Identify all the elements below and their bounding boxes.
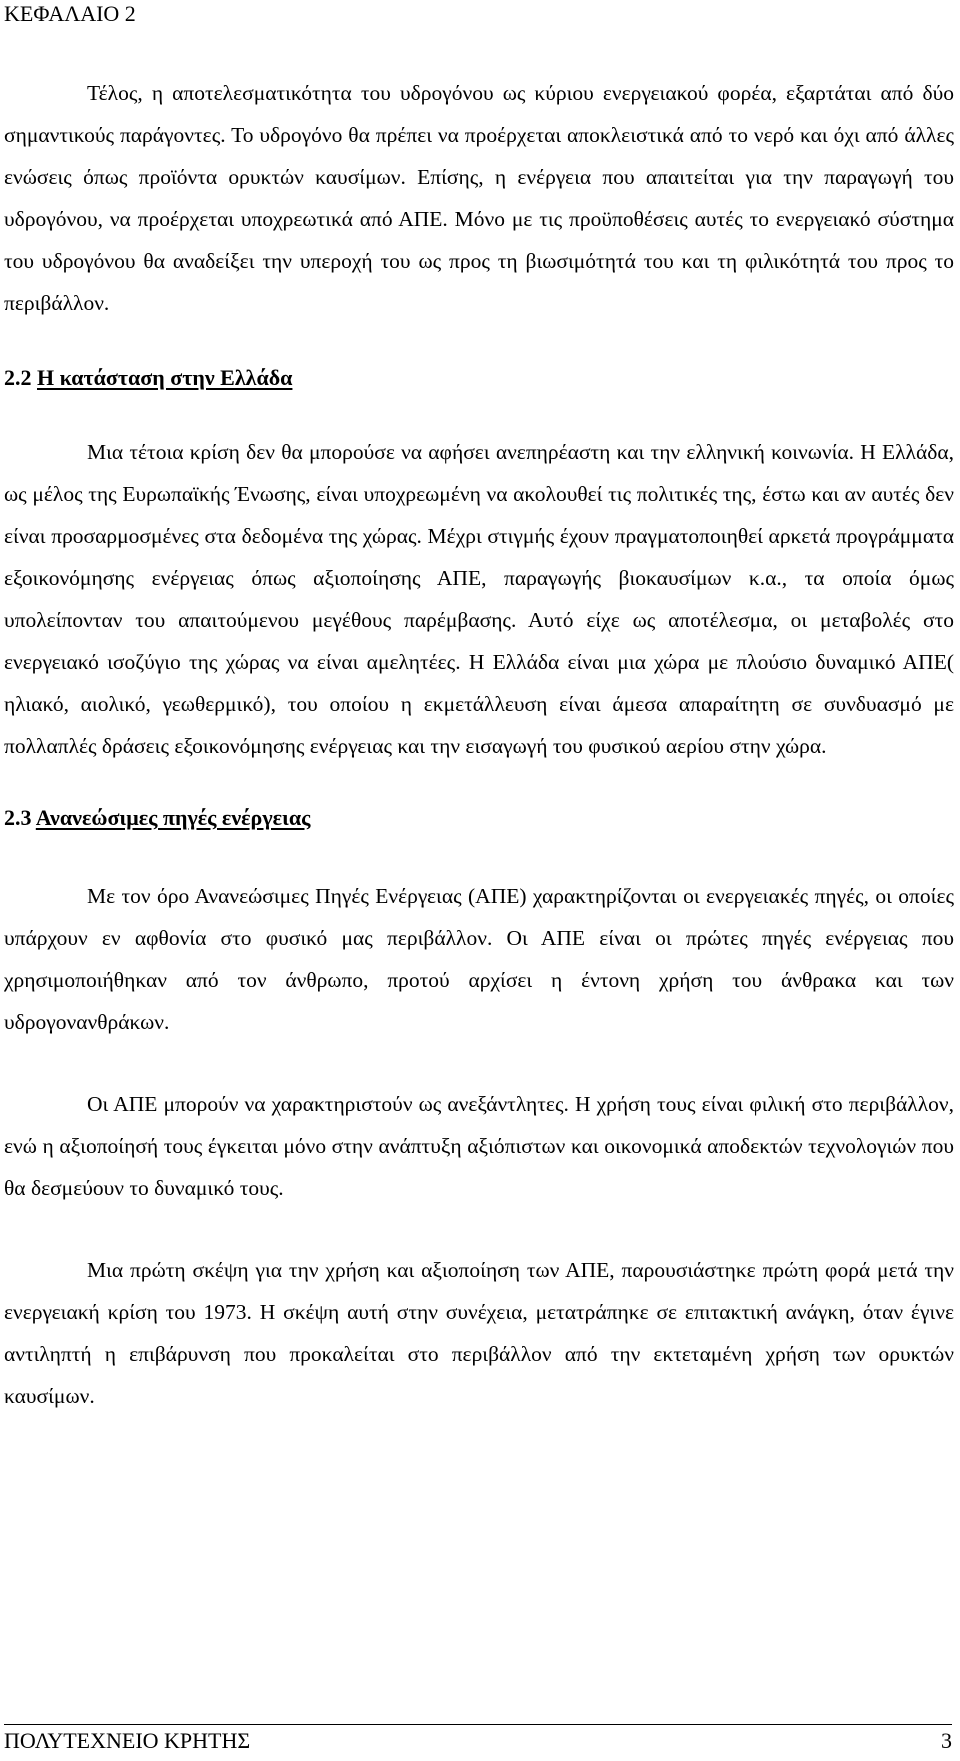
section-number: 2.3 [4,805,32,830]
paragraph-res-definition: Με τον όρο Ανανεώσιμες Πηγές Ενέργειας (ΑΠΕ) χαρακτηρίζονται οι ενεργειακές πηγές, οι οποίες υπάρχουν εν αφθονία στο φυσικό μας περιβάλλον. Οι ΑΠΕ είναι οι πρώτες πηγές ενέργειας που χρησιμοποιήθηκαν από τον άνθρωπο, προτού αρχίσει η έντονη χρήση του άνθρακα και των υδρογονανθράκων. [4,884,954,1034]
section-heading-2-2 [4,357,954,399]
spacer [4,839,954,875]
footer-rule [4,1724,952,1725]
spacer [4,324,954,357]
paragraph-res-inexhaustible: Οι ΑΠΕ μπορούν να χαρακτηριστούν ως ανεξάντλητες. Η χρήση τους είναι φιλική στο περιβάλλον, ενώ η αξιοποίησή τους έγκειται μόνο στην ανάπτυξη αξιόπιστων και οικονομικά αποδεκτών τεχνολογιών που θα δεσμεύουν το δυναμικό τους. [4,1092,954,1200]
spacer [4,399,954,431]
spacer [4,1209,954,1249]
footer-institution: ΠΟΛΥΤΕΧΝΕΙΟ ΚΡΗΤΗΣ [4,1728,251,1753]
spacer [4,767,954,797]
paragraph-greece-situation: Μια τέτοια κρίση δεν θα μπορούσε να αφήσει ανεπηρέαστη και την ελληνική κοινωνία. Η Ελλάδα, ως μέλος της Ευρωπαϊκής Ένωσης, είναι υποχρεωμένη να ακολουθεί τις πολιτικές της, έστω και αν αυτές δεν είναι προσαρμοσμένες στα δεδομένα της χώρας. Μέχρι στιγμής έχουν πραγματοποιηθεί αρκετά προγράμματα εξοικονόμησης ενέργειας όπως αξιοποίησης ΑΠΕ, παραγωγής βιοκαυσίμων κ.α., τα οποία όμως υπολείπονταν του απαιτούμενου μεγέθους παρέμβασης. Αυτό είχε ως αποτέλεσμα, οι μεταβολές στο ενεργειακό ισοζύγιο της χώρας να είναι αμελητέες. Η Ελλάδα είναι μια χώρα με πλούσιο δυναμικό ΑΠΕ( ηλιακό, αιολικό, γεωθερμικό), του οποίου η εκμετάλλευση είναι άμεσα απαραίτητη σε συνδυασμό με πολλαπλές δράσεις εξοικονόμησης ενέργειας και την εισαγωγή του φυσικού αερίου στην χώρα. [4,440,954,758]
document-body [4,72,954,1417]
section-title: Ανανεώσιμες πηγές ενέργειας [35,805,311,830]
spacer [4,1043,954,1083]
chapter-header: ΚΕΦΑΛΑΙΟ 2 [4,1,136,26]
section-heading-2-3 [4,797,954,839]
section-title: Η κατάσταση στην Ελλάδα [37,365,293,390]
section-number: 2.2 [4,365,32,390]
paragraph-res-history: Μια πρώτη σκέψη για την χρήση και αξιοποίηση των ΑΠΕ, παρουσιάστηκε πρώτη φορά μετά την ενεργειακή κρίση του 1973. Η σκέψη αυτή στην συνέχεια, μετατράπηκε σε επιτακτική ανάγκη, όταν έγινε αντιληπτή η επιβάρυνση που προκαλείται στο περιβάλλον από την εκτεταμένη χρήση των ορυκτών καυσίμων. [4,1258,954,1408]
paragraph-hydrogen-effectiveness: Τέλος, η αποτελεσματικότητα του υδρογόνου ως κύριου ενεργειακού φορέα, εξαρτάται από δύο σημαντικούς παράγοντες. Το υδρογόνο θα πρέπει να προέρχεται αποκλειστικά από το νερό και όχι από άλλες ενώσεις όπως προϊόντα ορυκτών καυσίμων. Επίσης, η ενέργεια που απαιτείται για την παραγωγή του υδρογόνου, να προέρχεται υποχρεωτικά από ΑΠΕ. Μόνο με τις προϋποθέσεις αυτές το ενεργειακό σύστημα του υδρογόνου θα αναδείξει την υπεροχή του ως προς τη βιωσιμότητά του και τη φιλικότητά του προς το περιβάλλον. [4,81,954,315]
page-number: 3 [941,1728,952,1753]
